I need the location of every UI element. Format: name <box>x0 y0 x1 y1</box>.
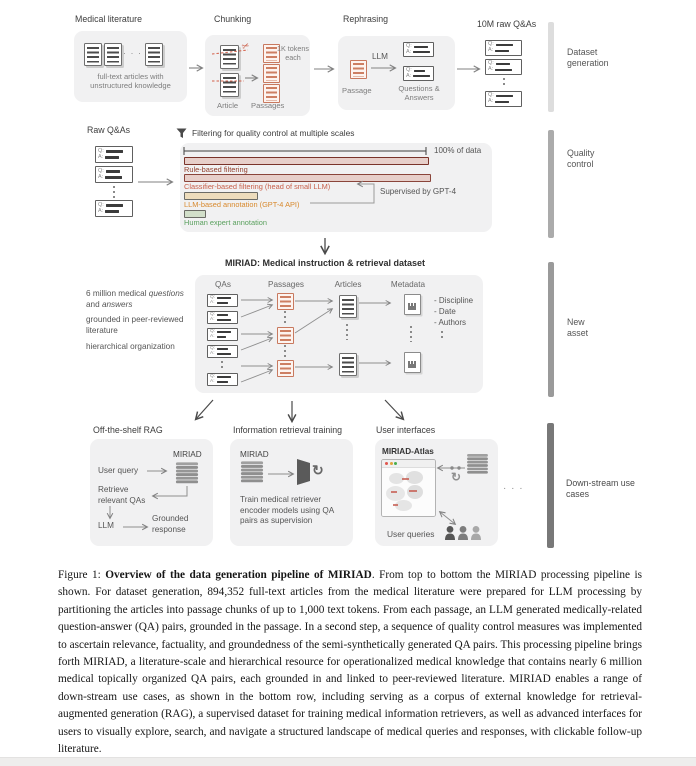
document-icon <box>145 43 163 66</box>
figure-caption <box>58 567 642 758</box>
refresh-icon: ↻ <box>451 470 462 484</box>
col-header-passages: Passages <box>268 280 304 289</box>
article-document-icon <box>220 73 239 97</box>
caption-bold: Overview of the data generation pipeline of MIRIAD <box>105 569 372 581</box>
q-label: Q: <box>98 147 104 154</box>
q-label: Q: <box>210 374 216 379</box>
supervised-label: Supervised by GPT-4 <box>380 187 457 196</box>
miriad-atlas-label: MIRIAD-Atlas <box>382 447 434 456</box>
person-icon <box>444 526 456 540</box>
rephrasing-title: Rephrasing <box>343 14 388 24</box>
qa-pairs-label: Questions & Answers <box>398 84 440 103</box>
vertical-dots <box>346 324 348 340</box>
fact-grounded: grounded in peer-reviewed literature <box>86 315 184 335</box>
rule-based-label: Rule-based filtering <box>184 165 248 174</box>
rag-title: Off-the-shelf RAG <box>93 425 163 435</box>
person-icon <box>470 526 482 540</box>
passage-label: Passage <box>342 86 372 95</box>
fact1-pre: 6 million medical <box>86 289 149 298</box>
q-label: Q: <box>488 60 494 67</box>
grounded-response-label: Grounded response <box>152 514 189 534</box>
stage-bar-dataset-generation <box>548 22 554 112</box>
qa-card-icon <box>403 66 434 81</box>
q-label: Q: <box>488 92 494 99</box>
a-label: A: <box>210 316 215 322</box>
q-label: Q: <box>210 346 216 351</box>
q-label: Q: <box>406 43 412 49</box>
metadata-document-icon <box>404 352 421 373</box>
medical-literature-title: Medical literature <box>75 14 142 24</box>
col-header-metadata: Metadata <box>390 280 426 289</box>
qa-card-icon <box>207 345 238 358</box>
a-label: A: <box>406 48 412 55</box>
encoder-icon <box>297 459 310 485</box>
user-query-label: User query <box>98 466 139 475</box>
qa-card-icon <box>403 42 434 57</box>
user-interfaces-title: User interfaces <box>376 425 436 435</box>
rag-miriad-label: MIRIAD <box>173 450 202 459</box>
q-label: Q: <box>98 167 104 174</box>
article-label: Article <box>217 101 239 110</box>
scissors-icon: ✂ <box>240 40 251 53</box>
llm-label: LLM <box>98 521 114 530</box>
q-label: Q: <box>210 329 216 334</box>
vertical-dots <box>221 361 223 371</box>
llm-annotation-label: LLM-based annotation (GPT-4 API) <box>184 200 300 209</box>
q-label: Q: <box>210 312 216 317</box>
qa-card-icon <box>207 294 238 307</box>
article-document-icon <box>339 353 357 376</box>
fact-hierarchical: hierarchical organization <box>86 342 175 351</box>
database-icon <box>175 462 199 484</box>
filter-title: Filtering for quality control at multiple scales <box>192 128 355 138</box>
stage-bar-downstream <box>547 423 554 548</box>
tokens-note: 1K tokens each <box>277 44 309 62</box>
pct-of-data-label: 100% of data <box>434 146 482 155</box>
stage-bar-quality-control <box>548 130 554 238</box>
qa-card-icon <box>485 91 522 107</box>
a-label: A: <box>210 333 215 339</box>
figure-label: Figure 1: <box>58 569 106 581</box>
article-document-icon <box>220 45 239 69</box>
q-label: Q: <box>98 201 104 208</box>
ir-description: Train medical retriever encoder models using QA pairs as supervision <box>240 495 334 526</box>
ir-miriad-label: MIRIAD <box>240 450 269 459</box>
filter-funnel-icon <box>176 128 187 139</box>
vertical-dots <box>441 331 443 341</box>
qa-card-icon <box>207 328 238 341</box>
ellipsis-dots: · · · <box>123 48 142 58</box>
vertical-dots <box>503 78 505 88</box>
close-dot-icon <box>385 462 388 465</box>
a-label: A: <box>210 378 215 384</box>
a-label: A: <box>210 350 215 356</box>
medical-literature-caption: full-text articles with unstructured knowledge <box>90 72 171 91</box>
a-label: A: <box>488 66 494 73</box>
a-label: A: <box>98 153 104 160</box>
caption-body: . From top to bottom the MIRIAD processing pipeline is shown. For dataset generation, 894,352 full-text articles from the medical literature were prepared for LLM processing by partitioning the articles into passage chunks of up to 1,000 text tokens. From each passage, an LLM generated medically-related question-answer (QA) pairs, grounded in the passage. In a second step, a sequence of quality control measures was implemented to ascertain relevance, factuality, and groundedness of the semi-synthetically generated QA pairs. This processing pipeline brings forth MIRIAD, a literature-scale and hierarchical resource for operationalized medical knowledge that contains nearly 6 million medical topically organized QA pairs, each grounded in and linked to peer-reviewed literature. MIRIAD enables a range of down-stream use cases, as shown in the bottom row, including serving as a corpus of external knowledge for retrieval-augmented generation (RAG), a supervised dataset for training medical information retrievers, as well as advanced interfaces for users to visually explore, search, and navigate a structured landscape of medical queries and responses, with clickable follow-up literature. <box>58 569 643 756</box>
document-icon <box>104 43 122 66</box>
browser-titlebar <box>382 460 435 468</box>
meta-date: - Date <box>434 307 456 316</box>
maximize-dot-icon <box>394 462 397 465</box>
stage-label-quality-control: Quality control <box>567 148 595 170</box>
rule-based-bar <box>184 157 429 165</box>
browser-window <box>381 459 436 517</box>
fact1-questions: questions <box>148 289 184 298</box>
ir-training-title: Information retrieval training <box>233 425 343 435</box>
fact-6-million <box>86 289 196 310</box>
medical-literature-box <box>74 31 187 102</box>
q-label: Q: <box>488 41 494 48</box>
article-document-icon <box>339 295 357 318</box>
meta-discipline: - Discipline <box>434 296 474 305</box>
qa-card-icon <box>207 373 238 386</box>
llm-label: LLM <box>372 52 388 61</box>
passage-chunk-icon <box>263 64 280 83</box>
vertical-dots <box>284 345 286 357</box>
human-expert-bar <box>184 210 206 218</box>
fact1-answers: answers <box>101 299 133 309</box>
refresh-icon: ↻ <box>312 462 324 478</box>
qa-card-icon <box>95 200 133 217</box>
qa-card-icon <box>485 40 522 56</box>
stage-label-dataset-generation: Dataset generation <box>567 47 609 69</box>
qa-card-icon <box>95 146 133 163</box>
stage-label-new-asset: New asset <box>567 317 589 339</box>
q-label: Q: <box>406 67 412 73</box>
a-label: A: <box>210 299 215 305</box>
raw-qas-label: Raw Q&As <box>87 125 131 135</box>
vertical-dots <box>113 186 115 198</box>
a-label: A: <box>98 173 104 180</box>
classifier-based-bar <box>184 174 431 182</box>
vertical-dots <box>410 326 412 342</box>
document-icon <box>84 43 102 66</box>
person-icon <box>457 526 469 540</box>
miriad-title: MIRIAD: Medical instruction & retrieval dataset <box>224 258 426 268</box>
stage-bar-new-asset <box>548 262 554 397</box>
a-label: A: <box>98 207 104 214</box>
database-icon <box>240 461 264 483</box>
a-label: A: <box>488 47 494 54</box>
chunking-title: Chunking <box>214 14 252 24</box>
qa-card-icon <box>95 166 133 183</box>
passage-chunk-icon <box>277 327 294 344</box>
classifier-based-label: Classifier-based filtering (head of small LLM) <box>184 182 331 191</box>
passage-chunk-icon <box>277 293 294 310</box>
col-header-qas: QAs <box>215 280 231 289</box>
stage-label-downstream: Down-stream use cases <box>566 478 635 500</box>
raw-qas-title: 10M raw Q&As <box>477 19 537 29</box>
human-expert-label: Human expert annotation <box>184 218 267 227</box>
metadata-document-icon <box>404 294 421 315</box>
llm-annotation-bar <box>184 192 258 200</box>
passages-label: Passages <box>251 101 285 110</box>
retrieve-qas-label: Retrieve relevant QAs <box>98 485 146 505</box>
a-label: A: <box>488 98 494 105</box>
q-label: Q: <box>210 295 216 300</box>
atlas-map <box>382 468 435 516</box>
passage-chunk-icon <box>350 60 367 79</box>
meta-authors: - Authors <box>434 318 467 327</box>
qa-card-icon <box>485 59 522 75</box>
page-edge-strip <box>0 757 696 766</box>
col-header-articles: Articles <box>334 280 362 289</box>
database-icon <box>466 454 489 474</box>
fact1-mid: and <box>86 299 102 309</box>
more-use-cases-dots: · · · <box>503 483 524 494</box>
passage-chunk-icon <box>277 360 294 377</box>
user-queries-label: User queries <box>387 529 435 539</box>
minimize-dot-icon <box>390 462 393 465</box>
qa-card-icon <box>207 311 238 324</box>
a-label: A: <box>406 72 412 79</box>
vertical-dots <box>284 311 286 324</box>
